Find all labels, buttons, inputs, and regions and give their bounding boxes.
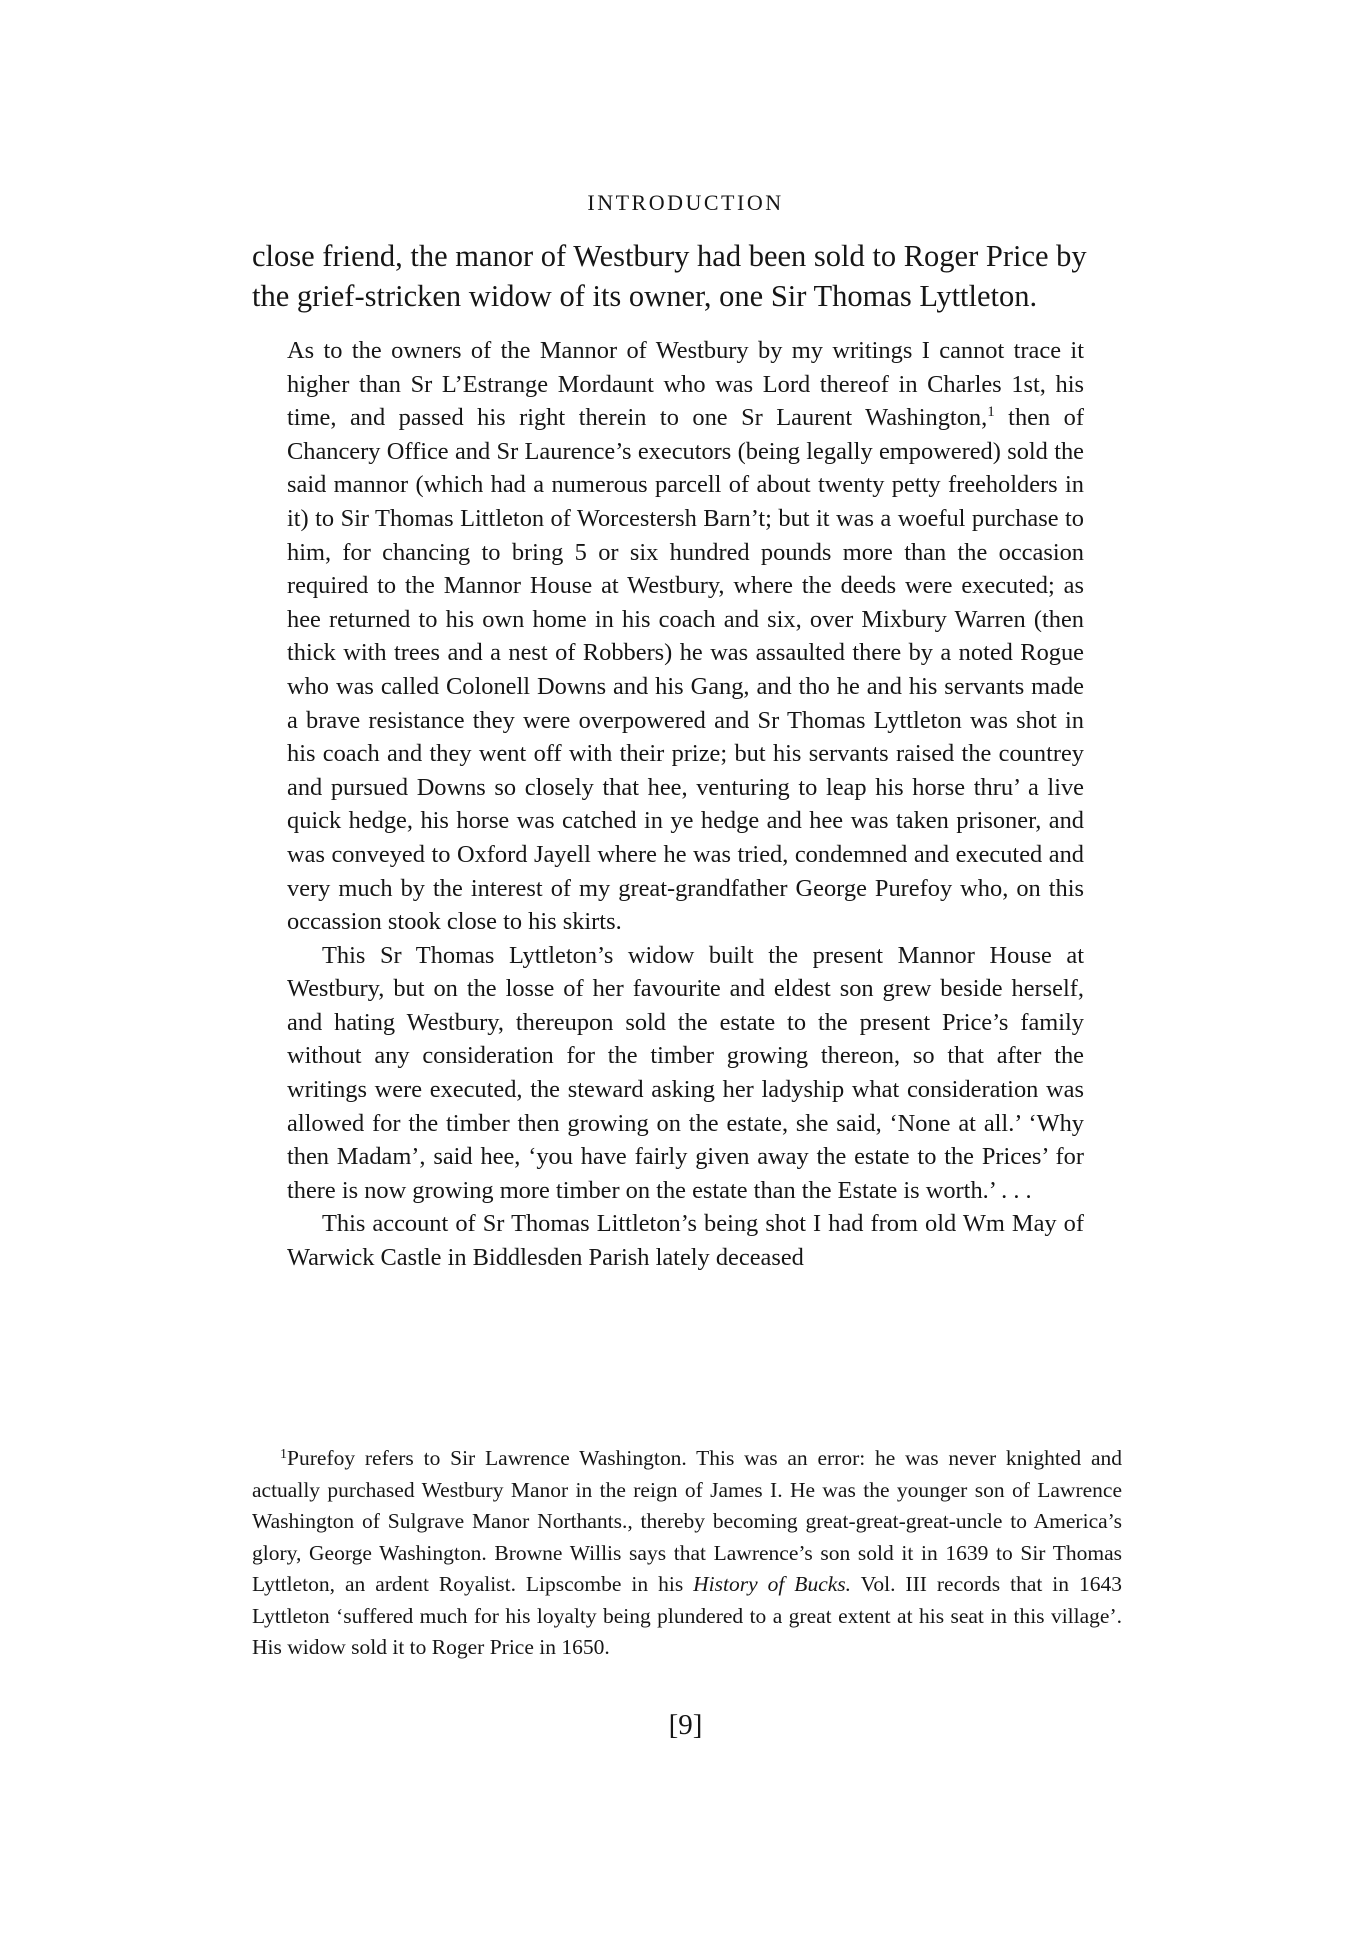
quotation-paragraph-1 (287, 334, 1084, 939)
quotation-paragraph-3: This account of Sr Thomas Littleton’s being shot I had from old Wm May of Warwick Castle in Biddlesden Parish lately deceased (287, 1210, 1084, 1272)
block-quotation (287, 334, 1084, 1275)
footnote-text-after-title: Vol. III records that in 1643 Lyttleton ‘suffered much for his loyalty being plundered to a great extent at his seat in this village’. His widow sold it to Roger Price in 1650. (252, 1572, 1122, 1659)
page-number: [9] (668, 1709, 703, 1741)
footnote-marker: 1 (280, 1447, 287, 1462)
running-head: INTRODUCTION (587, 190, 784, 215)
quotation-text-after-note: then of Chancery Office and Sr Laurence’s executors (being legally empowered) sold the said mannor (which had a numerous parcell of about twenty petty freeholders in it) to Sir Thomas Littleton of Worcestersh Barn’t; but it was a woeful purchase to him, for chancing to bring 5 or six hundred pounds more than the occasion required to the Mannor House at Westbury, where the deeds were executed; as hee returned to his own home in his coach and six, over Mixbury Warren (then thick with trees and a nest of Robbers) he was assaulted there by a noted Rogue who was called Colonell Downs and his Gang, and tho he and his servants made a brave resistance they were overpowered and Sr Thomas Lyttleton was shot in his coach and they went off with their prize; but his servants raised the countrey and pursued Downs so closely that hee, venturing to leap his horse thru’ a live quick hedge, his horse was catched in ye hedge and hee was taken prisoner, and was conveyed to Oxford Jayell where he was tried, condemned and executed and very much by the interest of my great-grandfather George Purefoy who, on this occassion stook close to his skirts. (287, 404, 1084, 936)
footnote-reference: 1 (987, 404, 995, 421)
quotation-text-before-note: As to the owners of the Mannor of Westbury by my writings I cannot trace it higher than Sr L’Estrange Mordaunt who was Lord thereof in Charles 1st, his time, and passed his right therein to one Sr Laurent Washington, (287, 337, 1084, 432)
quotation-paragraph-2: This Sr Thomas Lyttleton’s widow built the present Mannor House at Westbury, but on the losse of her favourite and eldest son grew beside herself, and hating Westbury, thereupon sold the estate to the present Price’s family without any consideration for the timber growing thereon, so that after the writings were executed, the steward asking her ladyship what consideration was allowed for the timber then growing on the estate, she said, ‘None at all.’ ‘Why then Madam’, said hee, ‘you have fairly given away the estate to the Prices’ for there is now growing more timber on the estate than the Estate is worth.’ . . . (287, 941, 1084, 1204)
footnote (252, 1443, 1122, 1664)
footnote-book-title: History of Bucks. (693, 1572, 852, 1596)
lead-paragraph: close friend, the manor of Westbury had been sold to Roger Price by the grief-stricken widow of its owner, one Sir Thomas Lyttleton. (252, 239, 1087, 313)
footnote-text-before-title: Purefoy refers to Sir Lawrence Washington. This was an error: he was never knighted and actually purchased Westbury Manor in the reign of James I. He was the younger son of Lawrence Washington of Sulgrave Manor Northants., thereby becoming great-great-great-uncle to America’s glory, George Washington. Browne Willis says that Lawrence’s son sold it in 1639 to Sir Thomas Lyttleton, an ardent Royalist. Lipscombe in his (252, 1446, 1122, 1596)
